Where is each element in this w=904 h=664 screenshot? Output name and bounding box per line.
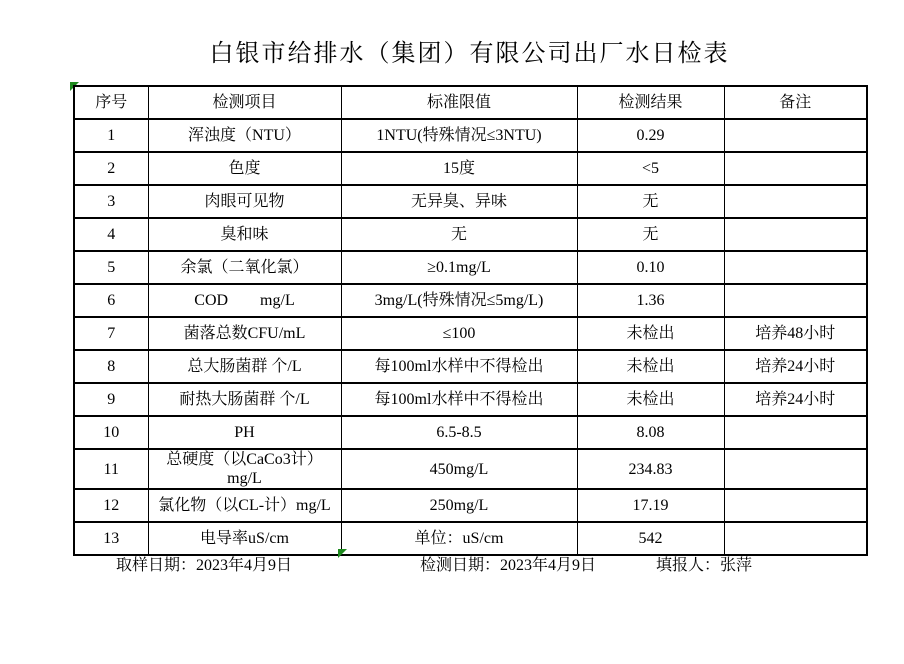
table-row [74, 152, 867, 185]
cell-remark [724, 185, 867, 218]
cell-index: 6 [74, 284, 148, 317]
cell-index: 8 [74, 350, 148, 383]
cell-item: 色度 [148, 152, 341, 185]
cell-result: 未检出 [577, 317, 724, 350]
cell-standard: 250mg/L [341, 489, 577, 522]
cell-item: 总硬度（以CaCo3计）mg/L [148, 449, 341, 489]
cell-remark: 培养24小时 [724, 383, 867, 416]
table-row [74, 251, 867, 284]
cell-standard: 6.5-8.5 [341, 416, 577, 449]
cell-remark [724, 489, 867, 522]
cell-index: 7 [74, 317, 148, 350]
cell-remark: 培养24小时 [724, 350, 867, 383]
table-row [74, 522, 867, 555]
inspection-table [73, 85, 868, 556]
cell-result: 无 [577, 185, 724, 218]
cell-remark [724, 416, 867, 449]
cell-standard: 每100ml水样中不得检出 [341, 350, 577, 383]
cell-item: COD mg/L [148, 284, 341, 317]
table-row [74, 383, 867, 416]
cell-result: 17.19 [577, 489, 724, 522]
cell-item: 电导率uS/cm [148, 522, 341, 555]
col-header-standard: 标准限值 [341, 86, 577, 119]
cell-standard: 每100ml水样中不得检出 [341, 383, 577, 416]
cell-item: 肉眼可见物 [148, 185, 341, 218]
cell-standard: 450mg/L [341, 449, 577, 489]
cell-index: 1 [74, 119, 148, 152]
cell-result: 234.83 [577, 449, 724, 489]
cell-standard: ≤100 [341, 317, 577, 350]
table-row [74, 284, 867, 317]
cell-standard: 单位：uS/cm [341, 522, 577, 555]
col-header-result: 检测结果 [577, 86, 724, 119]
col-header-item: 检测项目 [148, 86, 341, 119]
cell-remark [724, 284, 867, 317]
cell-item: 总大肠菌群 个/L [148, 350, 341, 383]
cell-index: 12 [74, 489, 148, 522]
cell-index: 13 [74, 522, 148, 555]
cell-remark [724, 251, 867, 284]
cell-result: 1.36 [577, 284, 724, 317]
reporter-name: 填报人：张萍 [656, 557, 753, 574]
cell-remark [724, 152, 867, 185]
sampling-date: 取样日期：2023年4月9日 [116, 557, 293, 574]
cell-item: PH [148, 416, 341, 449]
cell-item: 余氯（二氧化氯） [148, 251, 341, 284]
col-header-remark: 备注 [724, 86, 867, 119]
page-title: 白银市给排水（集团）有限公司出厂水日检表 [209, 41, 730, 67]
header-row [74, 86, 867, 119]
cell-index: 11 [74, 449, 148, 489]
cell-standard: 无异臭、异味 [341, 185, 577, 218]
table-row [74, 449, 867, 489]
cell-item: 菌落总数CFU/mL [148, 317, 341, 350]
cell-result: 0.10 [577, 251, 724, 284]
cell-result: <5 [577, 152, 724, 185]
cell-remark [724, 119, 867, 152]
cell-standard: ≥0.1mg/L [341, 251, 577, 284]
cell-index: 3 [74, 185, 148, 218]
cell-standard: 15度 [341, 152, 577, 185]
table-row [74, 119, 867, 152]
cell-item: 浑浊度（NTU） [148, 119, 341, 152]
cell-result: 无 [577, 218, 724, 251]
table-row [74, 350, 867, 383]
cell-item: 臭和味 [148, 218, 341, 251]
testing-date: 检测日期：2023年4月9日 [420, 557, 597, 574]
cell-standard: 3mg/L(特殊情况≤5mg/L) [341, 284, 577, 317]
cell-remark [724, 522, 867, 555]
col-header-index: 序号 [74, 86, 148, 119]
cell-standard: 1NTU(特殊情况≤3NTU) [341, 119, 577, 152]
cell-standard: 无 [341, 218, 577, 251]
table-row [74, 317, 867, 350]
table-row [74, 489, 867, 522]
cell-result: 542 [577, 522, 724, 555]
cell-result: 未检出 [577, 383, 724, 416]
cell-index: 5 [74, 251, 148, 284]
cell-item: 氯化物（以CL-计）mg/L [148, 489, 341, 522]
cell-item: 耐热大肠菌群 个/L [148, 383, 341, 416]
table-row [74, 185, 867, 218]
table-row [74, 218, 867, 251]
cell-remark: 培养48小时 [724, 317, 867, 350]
cell-result: 0.29 [577, 119, 724, 152]
cell-result: 未检出 [577, 350, 724, 383]
cell-index: 4 [74, 218, 148, 251]
cell-remark [724, 449, 867, 489]
footer-line [0, 552, 904, 574]
cell-index: 10 [74, 416, 148, 449]
cell-index: 2 [74, 152, 148, 185]
cell-index: 9 [74, 383, 148, 416]
cell-result: 8.08 [577, 416, 724, 449]
table-row [74, 416, 867, 449]
cell-remark [724, 218, 867, 251]
